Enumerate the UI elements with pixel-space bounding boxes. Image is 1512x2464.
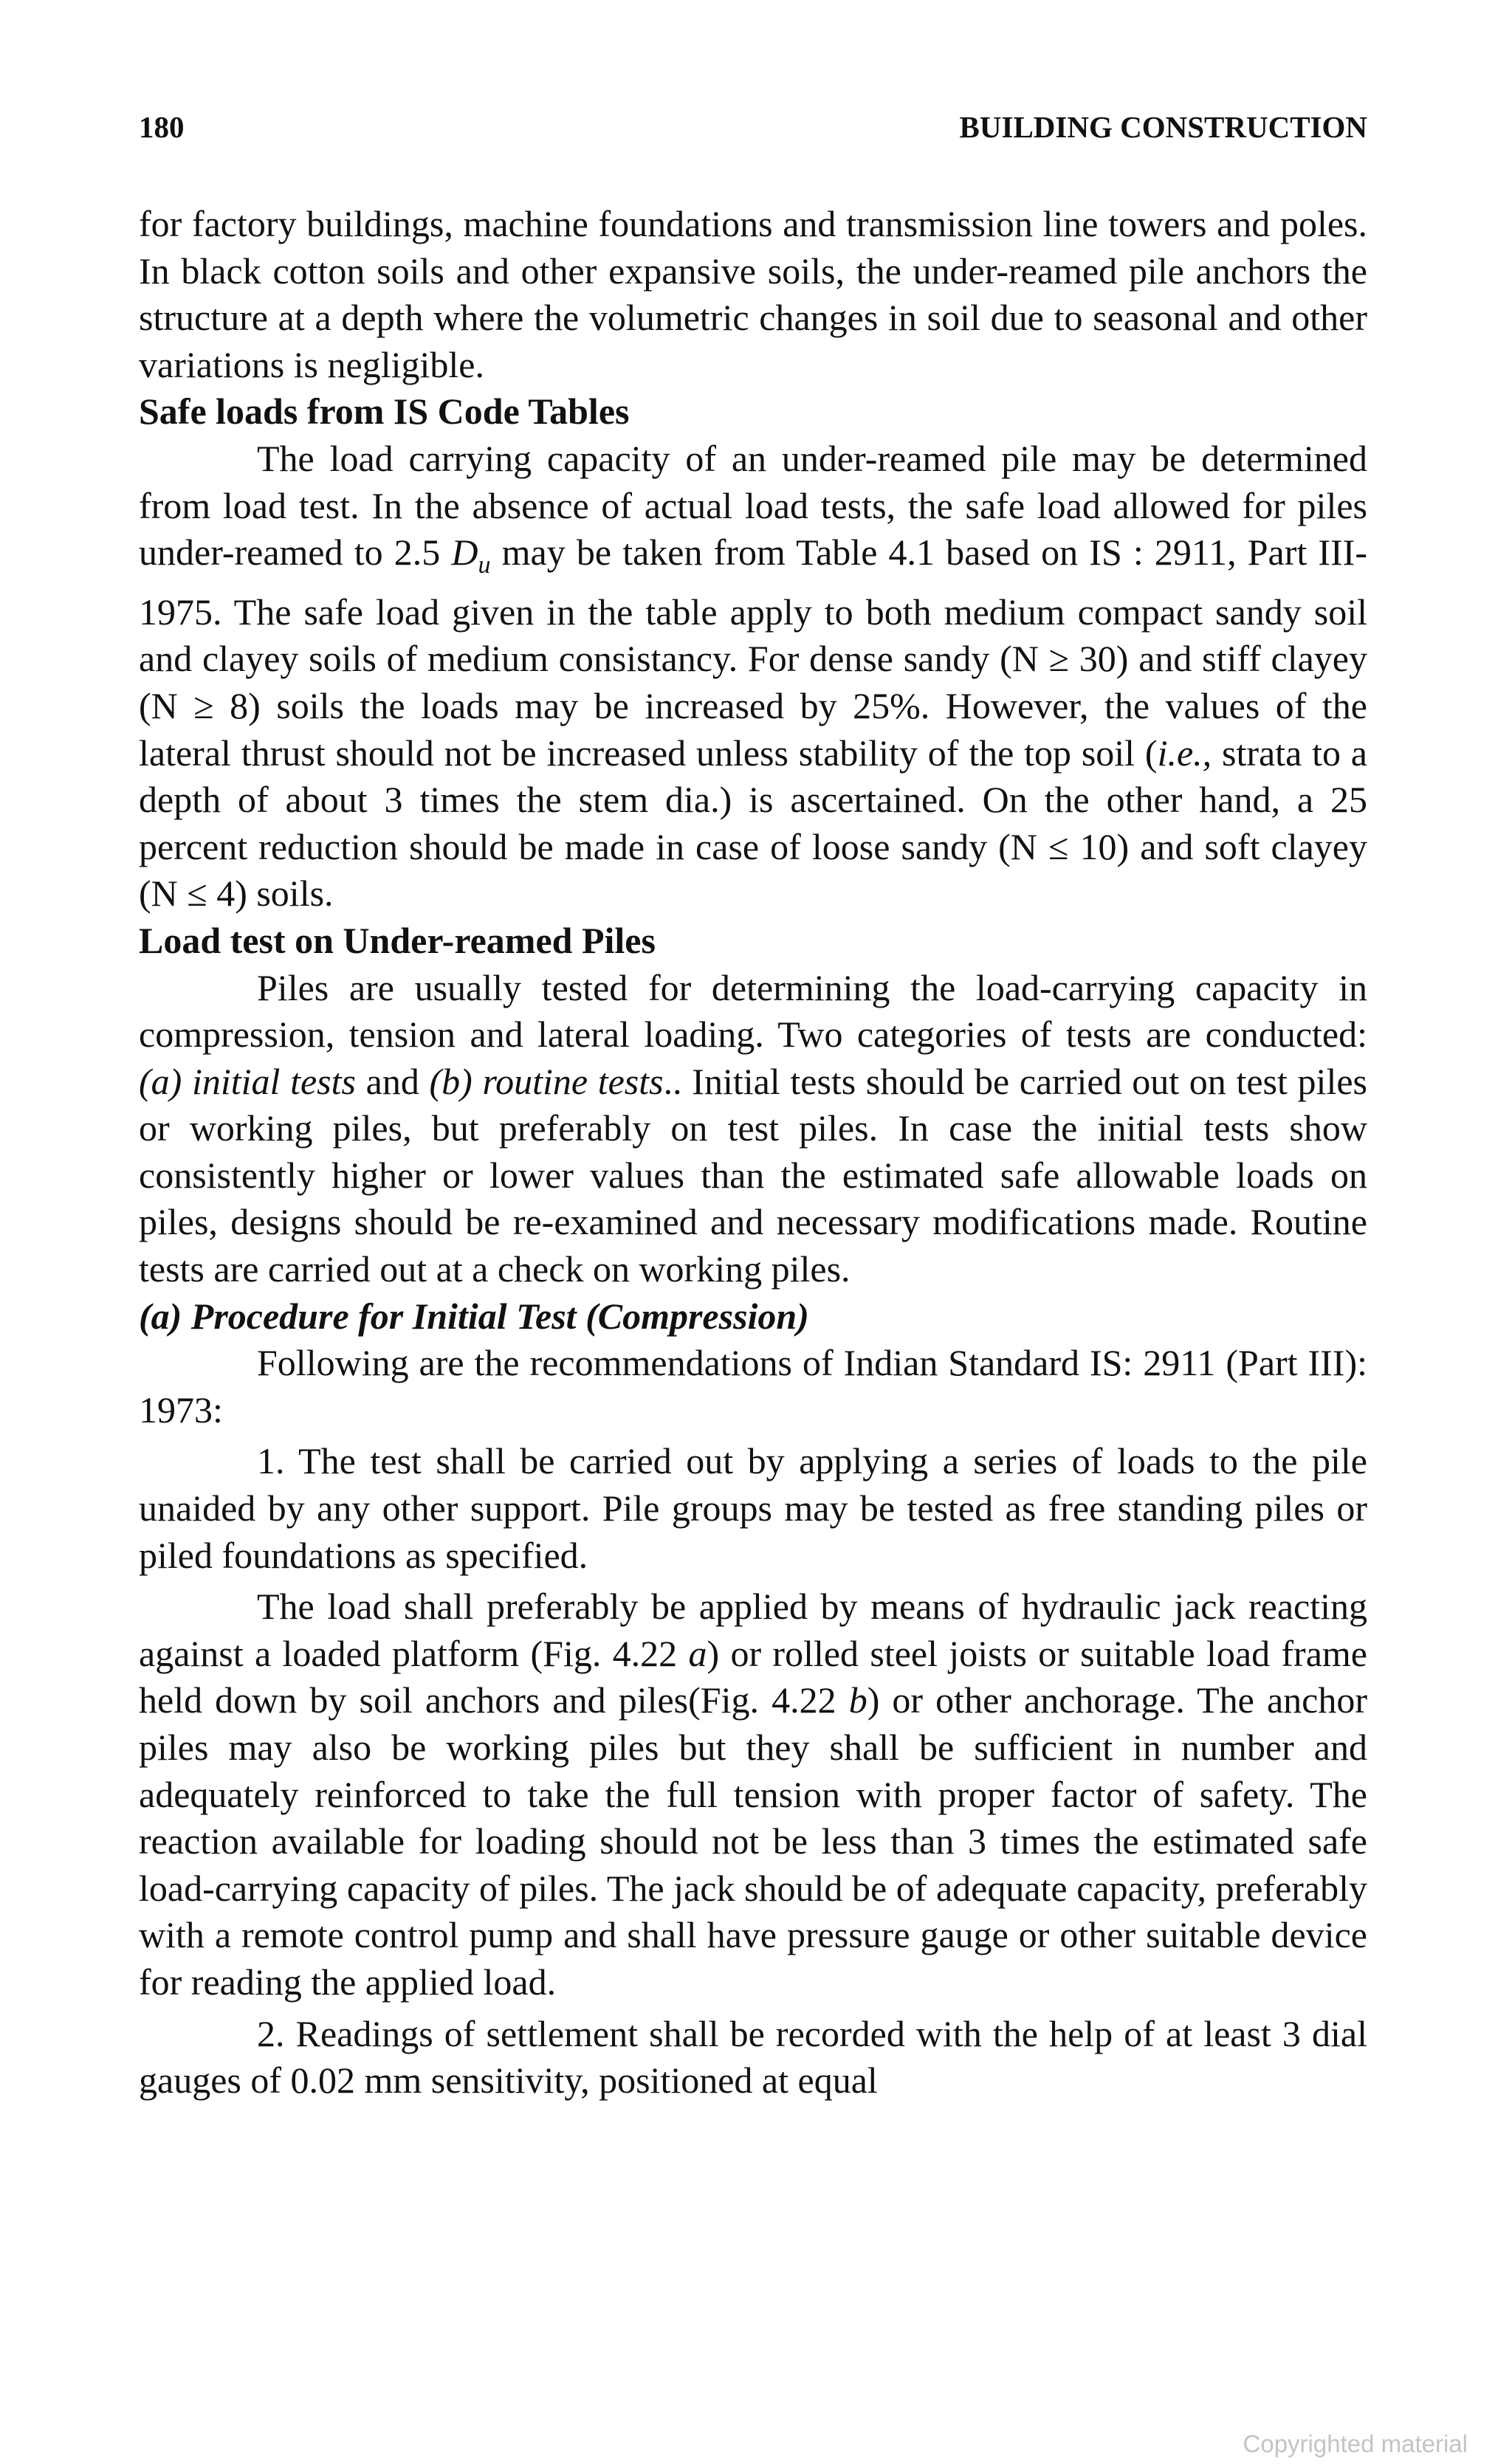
initial-tests-term: (a) initial tests: [139, 1060, 356, 1102]
ie-abbrev: i.e.,: [1157, 732, 1212, 774]
paragraph-intro: for factory buildings, machine foundations and transmission line towers and poles. In black cotton soils and other expansive soils, the under-reamed pile anchors the structure at a depth where the volumetric changes in soil due to seasonal and other variations is negligible.: [139, 203, 1367, 385]
paragraph-hydraulic-jack: The load shall preferably be applied by means of hydraulic jack reacting against a loaded platform (Fig. 4.22 a) or rolled steel joists or suitable load frame held down by soil anchors and piles(Fig. 4.22 b) or other anchorage. The anchor piles may also be working piles but they shall be sufficient in number and adequately reinforced to take the full tension with proper factor of safety. The reaction available for loading should not be less than 3 times the estimated safe load-carrying capacity of piles. The jack should be of adequate capacity, preferably with a remote control pump and shall have pressure gauge or other suitable device for reading the applied load.: [139, 1586, 1367, 2003]
copyright-watermark: Copyrighted material: [1243, 2430, 1468, 2457]
paragraph-load-test: Piles are usually tested for determining the load-carrying capacity in compression, tension and lateral loading. Two categories of tests are conducted: (a) initial tests and (b) routine tests.. Initial tests should be carried out on test piles or working piles, but preferably on test piles. In case the initial tests show consistently higher or lower values than the estimated safe allowable loads on piles, designs should be re-examined and necessary modifications made. Routine tests are carried out at a check on working piles.: [139, 966, 1367, 1290]
section-heading-procedure: (a) Procedure for Initial Test (Compression): [139, 1295, 809, 1337]
page-number: 180: [139, 110, 185, 144]
page-body: [139, 201, 1367, 2105]
subscript-u: u: [478, 551, 491, 579]
routine-tests-term: (b) routine tests: [429, 1060, 664, 1102]
fig-ref-b: b: [848, 1679, 867, 1721]
paragraph-recommendations: Following are the recommendations of Indian Standard IS: 2911 (Part III): 1973:: [139, 1342, 1367, 1431]
section-heading-load-test: Load test on Under-reamed Piles: [139, 919, 656, 961]
symbol-d: D: [451, 531, 478, 574]
section-heading-safe-loads: Safe loads from IS Code Tables: [139, 390, 630, 433]
paragraph-safe-loads: The load carrying capacity of an under-reamed pile may be determined from load test. In the absence of actual load tests, the safe load allowed for piles under-reamed to 2.5 $D_u$ may be taken from Table 4.1 based on IS : 2911, Part III-1975. The safe load given in the table apply to both medium compact sandy soil and clayey soils of medium consistancy. For dense sandy (N ≥ 30) and stiff clayey (N ≥ 8) soils the loads may be increased by 25%. However, the values of the lateral thrust should not be increased unless stability of the top soil (i.e., strata to a depth of about 3 times the stem dia.) is ascertained. On the other hand, a 25 percent reduction should be made in case of loose sandy (N ≤ 10) and soft clayey (N ≤ 4) soils.: [139, 437, 1367, 915]
fig-ref-a: a: [688, 1632, 707, 1674]
paragraph-item-2: 2. Readings of settlement shall be recorded with the help of at least 3 dial gauges of 0.02 mm sensitivity, positioned at equal: [139, 2012, 1367, 2102]
paragraph-item-1: 1. The test shall be carried out by applying a series of loads to the pile unaided by any other support. Pile groups may be tested as free standing piles or piled foundations as specified.: [139, 1440, 1367, 1576]
running-title: BUILDING CONSTRUCTION: [959, 110, 1367, 144]
page-header: [139, 109, 1367, 145]
